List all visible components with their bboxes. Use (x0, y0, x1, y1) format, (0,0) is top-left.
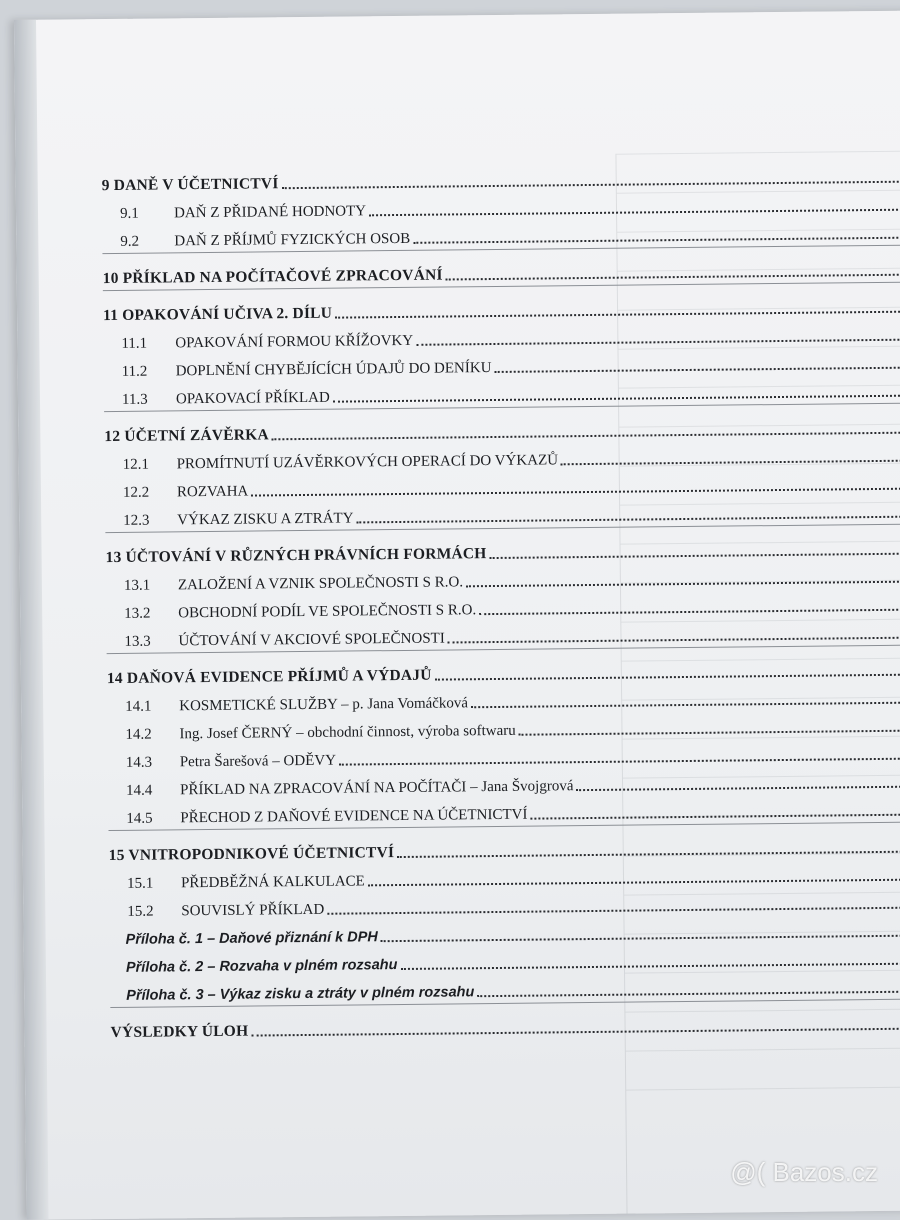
section-title: VÝKAZ ZISKU A ZTRÁTY (177, 510, 354, 529)
section-title: PŘEDBĚŽNÁ KALKULACE (180, 873, 365, 892)
section-title: KOSMETICKÉ SLUŽBY – p. Jana Vomáčková (179, 695, 469, 715)
section-number: 11.2 (121, 363, 148, 380)
section-title: OPAKOVÁNÍ FORMOU KŘÍŽOVKY (175, 332, 414, 352)
section-number: 11.1 (121, 335, 148, 352)
section-title: PŘECHOD Z DAŇOVÉ EVIDENCE NA ÚČETNICTVÍ (180, 806, 528, 827)
chapter-title: 13 ÚČTOVÁNÍ V RŮZNÝCH PRÁVNÍCH FORMÁCH (105, 545, 487, 567)
dot-leader (490, 552, 900, 559)
dot-leader (448, 636, 900, 644)
dot-leader (576, 785, 900, 792)
appendix-title: Příloha č. 1 – Daňové přiznání k DPH (125, 929, 378, 948)
dot-leader (471, 701, 900, 709)
section-number: 12.1 (122, 456, 149, 473)
section-number: 14.2 (125, 726, 152, 743)
watermark-text: @( Bazos.cz (730, 1157, 878, 1187)
section-number: 14.5 (126, 810, 153, 827)
section-number: 9.1 (119, 205, 139, 222)
section-title: Petra Šarešová – ODĚVY (179, 752, 337, 771)
table-of-contents (102, 159, 900, 1042)
chapter-title: 14 DAŇOVÁ EVIDENCE PŘÍJMŮ A VÝDAJŮ (106, 666, 432, 688)
section-title: DAŇ Z PŘIDANÉ HODNOTY (173, 203, 367, 222)
section-title: Ing. Josef ČERNÝ – obchodní činnost, výroba softwaru (179, 722, 516, 743)
book-page (14, 11, 900, 1220)
dot-leader (495, 366, 900, 373)
section-number: 13.3 (124, 633, 151, 650)
section-title: PŘÍKLAD NA ZPRACOVÁNÍ NA POČÍTAČI – Jana Švojgrová (179, 778, 574, 799)
section-title: SOUVISLÝ PŘÍKLAD (181, 901, 325, 920)
chapter-title: 11 OPAKOVÁNÍ UČIVA 2. DÍLU (103, 304, 333, 325)
section-title: DOPLNĚNÍ CHYBĚJÍCÍCH ÚDAJŮ DO DENÍKU (175, 360, 492, 380)
section-title: ÚČTOVÁNÍ V AKCIOVÉ SPOLEČNOSTI (178, 630, 445, 650)
section-number: 9.2 (120, 233, 140, 250)
section-number: 14.3 (125, 754, 153, 771)
dot-leader (561, 459, 900, 466)
dot-leader (333, 394, 900, 403)
section-number: 15.1 (126, 875, 154, 892)
section-title: PROMÍTNUTÍ UZÁVĚRKOVÝCH OPERACÍ DO VÝKAZŮ (176, 452, 559, 473)
dot-leader (477, 990, 900, 998)
dot-leader (357, 515, 900, 524)
chapter-title: 12 ÚČETNÍ ZÁVĚRKA (104, 426, 269, 446)
section-number: 14.1 (125, 698, 152, 715)
section-title: DAŇ Z PŘÍJMŮ FYZICKÝCH OSOB (174, 230, 411, 250)
page-binding-edge (14, 20, 49, 1220)
chapter-title: 9 DANĚ V ÚČETNICTVÍ (101, 175, 279, 195)
dot-leader (519, 729, 900, 736)
dot-leader (435, 673, 900, 681)
section-number: 14.4 (125, 782, 153, 799)
section-number: 12.3 (123, 512, 150, 529)
section-number: 15.2 (127, 903, 154, 920)
section-number: 13.2 (124, 605, 151, 622)
appendix-title: Příloha č. 2 – Rozvaha v plném rozsahu (125, 957, 398, 976)
section-title: ROZVAHA (176, 483, 249, 501)
dot-leader (413, 236, 900, 244)
section-number: 11.3 (121, 391, 148, 408)
section-title: ZALOŽENÍ A VZNIK SPOLEČNOSTI S R.O. (177, 574, 464, 594)
section-title: OBCHODNÍ PODÍL VE SPOLEČNOSTI S R.O. (178, 602, 477, 622)
results-title: VÝSLEDKY ÚLOH (110, 1022, 249, 1042)
dot-leader (479, 608, 900, 616)
dot-leader (466, 580, 900, 588)
section-title: OPAKOVACÍ PŘÍKLAD (175, 389, 330, 408)
section-number: 12.2 (122, 484, 150, 501)
dot-leader (446, 273, 900, 281)
dot-leader (530, 813, 900, 820)
appendix-title: Příloha č. 3 – Výkaz zisku a ztráty v plném rozsahu (126, 984, 475, 1004)
chapter-title: 10 PŘÍKLAD NA POČÍTAČOVÉ ZPRACOVÁNÍ (102, 266, 443, 288)
chapter-title: 15 VNITROPODNIKOVÉ ÚČETNICTVÍ (108, 844, 395, 865)
section-number: 13.1 (123, 577, 151, 594)
